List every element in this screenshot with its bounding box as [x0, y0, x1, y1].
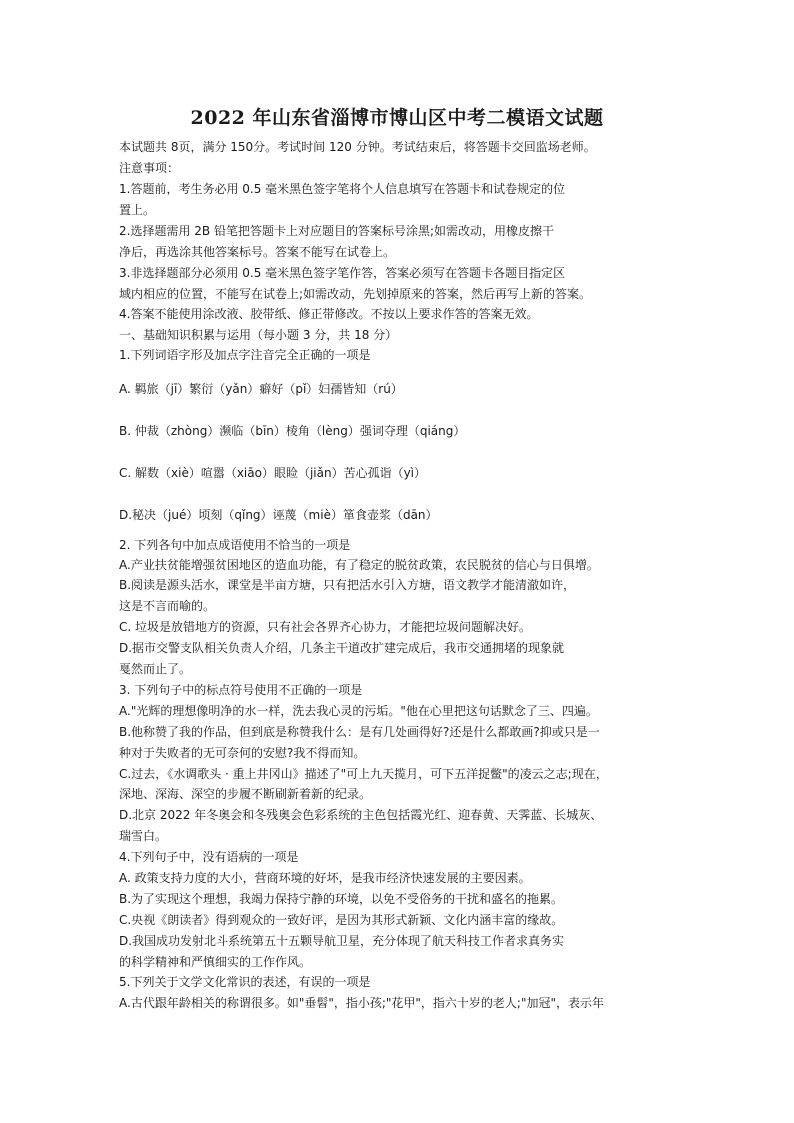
- question-5-option-a: A.古代跟年龄相关的称谓很多。如"垂髫"，指小孩;"花甲"，指六十岁的老人;"加冠"，表示年: [119, 996, 605, 1010]
- question-4-option-a: A. 政策支持力度的大小，营商环境的好坏，是我市经济快速发展的主要因素。: [119, 871, 531, 885]
- question-2-stem: 2. 下列各句中加点成语使用不恰当的一项是: [119, 538, 351, 552]
- question-3-option-a: A."光辉的理想像明净的水一样，洗去我心灵的污垢。"他在心里把这句话默念了三、四遍。: [119, 704, 598, 718]
- question-1-option-b: B. 仲裁（zhòng）濒临（bīn）棱角（lèng）强词夺理（qiáng）: [119, 424, 466, 438]
- question-4-option-b: B.为了实现这个理想，我竭力保持宁静的环境，以免不受俗务的干扰和盛名的拖累。: [119, 892, 564, 906]
- question-2-option-a: A.产业扶贫能增强贫困地区的造血功能，有了稳定的脱贫政策，农民脱贫的信心与日俱增。: [119, 558, 599, 572]
- page-title: 2022 年山东省淄博市博山区中考二模语文试题: [190, 107, 604, 129]
- notice-item-4: 4.答案不能使用涂改液、胶带纸、修正带修改。不按以上要求作答的答案无效。: [119, 307, 539, 321]
- question-3-option-b-cont: 种对于失败者的无可奈何的安慰?我不得而知。: [119, 746, 366, 760]
- question-3-option-d: D.北京 2022 年冬奥会和冬残奥会色彩系统的主色包括霞光红、迎春黄、天霁蓝、长城灰、: [119, 808, 603, 822]
- question-2-option-d-cont: 戛然而止了。: [119, 662, 192, 676]
- question-1-option-a: A. 羁旅（jī）繁衍（yǎn）癖好（pǐ）妇孺皆知（rú）: [119, 382, 403, 396]
- notice-item-2-cont: 净后，再选涂其他答案标号。答案不能写在试卷上。: [119, 245, 396, 259]
- question-4-option-d: D.我国成功发射北斗系统第五十五颗导航卫星，充分体现了航天科技工作者求真务实: [119, 934, 565, 948]
- question-1-option-d: D.秘决（jué）顷刻（qǐng）诬蔑（miè）箪食壶浆（dān）: [119, 508, 438, 522]
- question-3-option-c: C.过去，《水调歌头 · 重上井冈山》描述了"可上九天揽月，可下五洋捉鳖"的凌云之志;现在，: [119, 767, 608, 781]
- notice-item-1-cont: 置上。: [119, 203, 156, 217]
- question-4-option-c: C.央视《朗读者》得到观众的一致好评，是因为其形式新颖、文化内涵丰富的缘故。: [119, 913, 564, 927]
- question-2-option-b: B.阅读是源头活水，课堂是半亩方塘，只有把活水引入方塘，语文教学才能清澈如许，: [119, 578, 576, 592]
- question-2-option-c: C. 垃圾是放错地方的资源，只有社会各界齐心协力，才能把垃圾问题解决好。: [119, 620, 532, 634]
- notice-heading: 注意事项：: [119, 161, 180, 175]
- question-3-option-c-cont: 深地、深海、深空的步履不断刷新着新的纪录。: [119, 787, 372, 801]
- question-1-stem: 1.下列词语字形及加点字注音完全正确的一项是: [119, 348, 371, 362]
- exam-info: 本试题共 8页，满分 150分。考试时间 120 分钟。考试结束后，将答题卡交回监场老师。: [119, 140, 596, 154]
- question-3-option-b: B.他称赞了我的作品，但到底是称赞我什么：是有几处画得好?还是什么都敢画?抑或只是一: [119, 725, 600, 739]
- question-2-option-d: D.据市交警支队相关负责人介绍，几条主干道改扩建完成后，我市交通拥堵的现象就: [119, 641, 565, 655]
- question-4-option-d-cont: 的科学精神和严慎细实的工作作风。: [119, 955, 312, 969]
- question-5-stem: 5.下列关于文学文化常识的表述，有误的一项是: [119, 975, 371, 989]
- notice-item-1: 1.答题前，考生务必用 0.5 毫米黑色签字笔将个人信息填写在答题卡和试卷规定的位: [119, 182, 566, 196]
- notice-item-2: 2.选择题需用 2B 铅笔把答题卡上对应题目的答案标号涂黑;如需改动，用橡皮擦干: [119, 224, 554, 238]
- notice-item-3: 3.非选择题部分必须用 0.5 毫米黑色签字笔作答，答案必须写在答题卡各题目指定区: [119, 266, 566, 280]
- section-heading: 一、基础知识积累与运用（每小题 3 分，共 18 分）: [119, 328, 398, 342]
- question-4-stem: 4.下列句子中，没有语病的一项是: [119, 850, 299, 864]
- question-1-option-c: C. 解数（xiè）喧嚣（xiāo）眼睑（jiǎn）苦心孤诣（yì）: [119, 466, 427, 480]
- question-2-option-b-cont: 这是不言而喻的。: [119, 599, 216, 613]
- question-3-stem: 3. 下列句子中的标点符号使用不正确的一项是: [119, 683, 363, 697]
- question-3-option-d-cont: 瑞雪白。: [119, 829, 168, 843]
- notice-item-3-cont: 域内相应的位置，不能写在试卷上;如需改动，先划掉原来的答案，然后再写上新的答案。: [119, 287, 592, 301]
